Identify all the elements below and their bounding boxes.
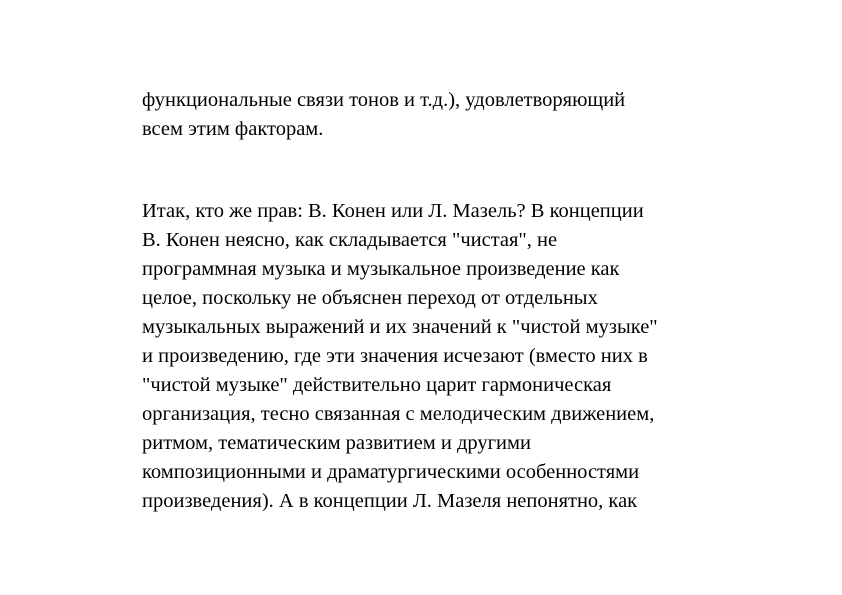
text-line: ритмом, тематическим развитием и другими: [142, 432, 531, 454]
text-line: и произведению, где эти значения исчезают (вместо них в: [142, 345, 648, 367]
text-line: функциональные связи тонов и т.д.), удовлетворяющий: [142, 89, 626, 111]
text-line: всем этим факторам.: [142, 118, 324, 140]
text-line: произведения). А в концепции Л. Мазеля непонятно, как: [142, 490, 638, 512]
text-line: программная музыка и музыкальное произведение как: [142, 258, 620, 280]
text-line: Итак, кто же прав: В. Конен или Л. Мазель? В концепции: [142, 200, 644, 222]
text-line: В. Конен неясно, как складывается "чистая", не: [142, 229, 558, 251]
text-line: целое, поскольку не объяснен переход от отдельных: [142, 287, 598, 309]
paragraph-1: [142, 86, 625, 144]
text-line: музыкальных выражений и их значений к "чистой музыке": [142, 316, 658, 338]
text-line: организация, тесно связанная с мелодическим движением,: [142, 403, 655, 425]
text-line: композиционными и драматургическими особенностями: [142, 461, 640, 483]
text-line: "чистой музыке" действительно царит гармоническая: [142, 374, 612, 396]
paragraph-2: [142, 197, 658, 516]
